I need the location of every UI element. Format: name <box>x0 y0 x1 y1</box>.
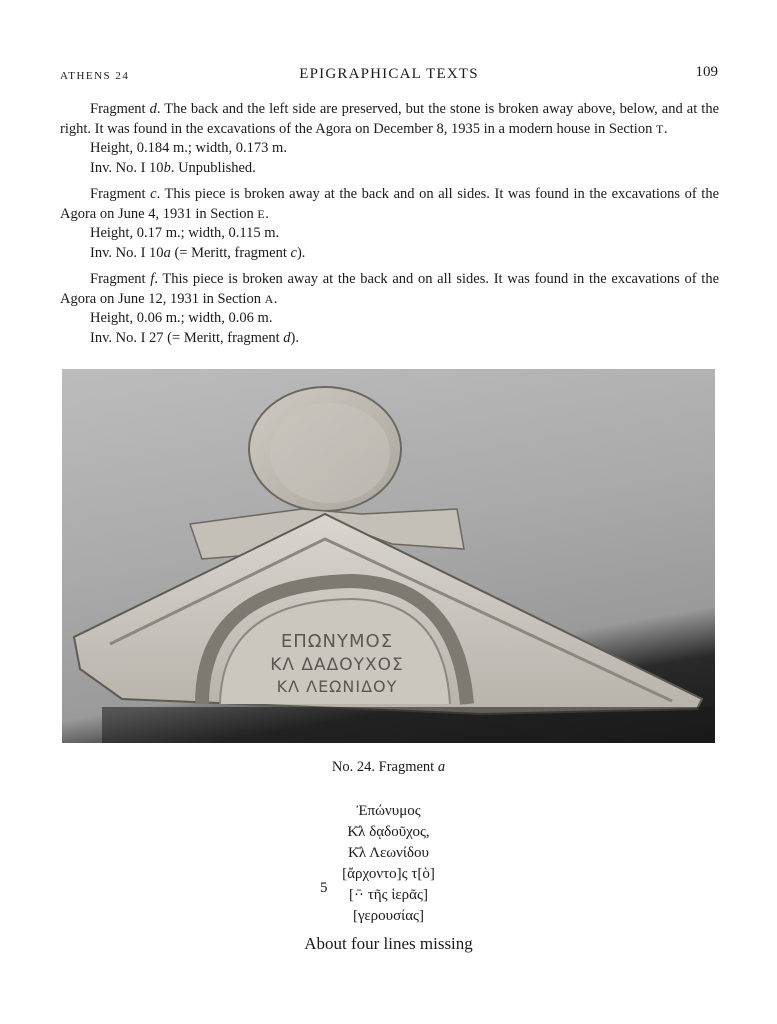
page-number: 109 <box>695 64 718 80</box>
fragment-c-block <box>60 185 719 263</box>
running-head-title: EPIGRAPHICAL TEXTS <box>299 66 479 82</box>
greek-line-2: Κ̄λ δᾳδοῦχος, <box>347 824 430 840</box>
fragment-d-dimensions: Height, 0.184 m.; width, 0.173 m. <box>90 140 287 156</box>
fragment-f-block <box>60 270 719 348</box>
running-head <box>60 64 718 86</box>
fragment-c-description: Fragment c. This piece is broken away at the back and on all sides. It was found in the excavations of the Agora on June 4, 1931 in Section E. <box>60 186 720 222</box>
fragment-c-dimensions: Height, 0.17 m.; width, 0.115 m. <box>90 225 280 241</box>
body-text <box>60 100 719 355</box>
greek-line-6: [γερουσίας] <box>353 908 424 924</box>
pediment-stone-image <box>62 369 715 743</box>
fragment-photograph <box>62 369 715 743</box>
figure-caption: No. 24. Fragment a <box>331 759 446 775</box>
fragment-d-block <box>60 100 719 178</box>
fragment-f-inventory: Inv. No. I 27 (= Meritt, fragment d). <box>90 329 299 346</box>
fragment-d-inventory: Inv. No. I 10b. Unpublished. <box>90 159 256 176</box>
greek-line-4: [ἄρχοντο]ς τ[ὸ] <box>342 866 435 882</box>
line-number: 5 <box>320 880 328 896</box>
running-head-left: ATHENS 24 <box>60 70 130 82</box>
fragment-c-inventory: Inv. No. I 10a (= Meritt, fragment c). <box>90 244 306 261</box>
fragment-f-dimensions: Height, 0.06 m.; width, 0.06 m. <box>90 310 273 326</box>
greek-line-3: Κ̄λ Λεωνίδου <box>348 845 429 861</box>
inscription-line-3: ΚΛ ΛΕΩΝΙΔΟΥ <box>276 677 398 696</box>
inscription-line-2: ΚΛ ΔΑΔΟΥΧΟΣ <box>270 655 404 675</box>
greek-line-1: Ἐπώνυμος <box>356 803 421 819</box>
greek-line-5: [·̄· τῆς ἱερᾶς] <box>349 887 428 903</box>
fragment-d-description: Fragment d. The back and the left side are preserved, but the stone is broken away above, below, and at the right. It was found in the excavations of the Agora on December 8, 1935 in a modern house in Section T. <box>60 101 720 137</box>
missing-lines-note: About four lines missing <box>304 934 473 953</box>
fragment-f-description: Fragment f. This piece is broken away at the back and on all sides. It was found in the excavations of the Agora on June 12, 1931 in Section A. <box>60 271 720 307</box>
inscription-line-1: ΕΠΩΝΥΜΟΣ <box>280 631 394 652</box>
